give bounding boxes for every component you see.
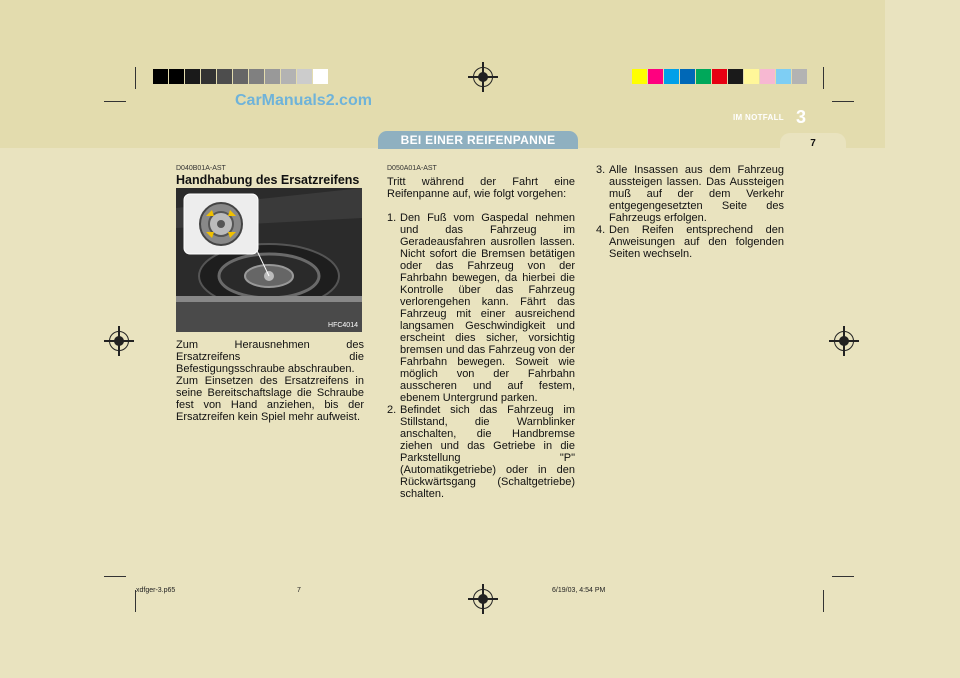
color-swatch — [153, 69, 168, 84]
color-swatch — [696, 69, 711, 84]
color-calibration-bar — [632, 69, 808, 84]
color-swatch — [249, 69, 264, 84]
footer-page: 7 — [297, 587, 301, 594]
footer-timestamp: 6/19/03, 4:54 PM — [552, 587, 606, 594]
color-swatch — [632, 69, 647, 84]
steps-list — [596, 164, 784, 260]
item-text: Befindet sich das Fahrzeug im Stillstand, die Warnblinker anschalten, die Handbremse ziehen und das Getriebe in die Parkstellung "P" (Automatikgetriebe) oder in den Rückwärtsgang (Schaltgetriebe) schalten. — [400, 404, 575, 500]
section-heading: Handhabung des Ersatzreifens — [176, 173, 360, 187]
crop-mark — [104, 101, 126, 102]
color-swatch — [792, 69, 807, 84]
section-code: D040B01A-AST — [176, 165, 226, 172]
color-swatch — [185, 69, 200, 84]
list-item — [387, 404, 575, 500]
middle-text — [387, 176, 575, 500]
item-text: Den Fuß vom Gaspedal nehmen und das Fahrzeug im Geradeausfahren ausrollen lassen. Nicht sofort die Bremsen betätigen oder das Fahrzeug von der Fahrbahn bewegen, da hierbei die Kontrolle über das Fahrzeug verlorengehen kann. Fährt das Fahrzeug mit einer ausreichend langsamen Geschwindigkeit und erscheint dies sicher, vorsichtig bremsen und das Fahrzeug von der Fahrbahn bewegen. Soweit wie möglich von der Fahrbahn ausscheren und auf festem, ebenem Untergrund parken. — [400, 212, 575, 404]
watermark[interactable]: CarManuals2.com — [235, 92, 372, 109]
item-number: 2. — [387, 404, 397, 416]
color-swatch — [664, 69, 679, 84]
page-number: 7 — [780, 133, 846, 153]
color-swatch — [297, 69, 312, 84]
chapter-label: IM NOTFALL — [733, 113, 784, 122]
color-swatch — [728, 69, 743, 84]
color-swatch — [233, 69, 248, 84]
list-item — [596, 164, 784, 224]
intro-paragraph: Tritt während der Fahrt eine Reifenpanne auf, wie folgt vorgehen: — [387, 176, 575, 200]
color-swatch — [281, 69, 296, 84]
color-swatch — [201, 69, 216, 84]
registration-mark-icon — [109, 331, 129, 351]
section-code: D050A01A-AST — [387, 165, 437, 172]
registration-mark-icon — [473, 589, 493, 609]
color-swatch — [744, 69, 759, 84]
registration-mark-icon — [834, 331, 854, 351]
color-swatch — [776, 69, 791, 84]
crop-mark — [832, 576, 854, 577]
crop-mark — [104, 576, 126, 577]
color-swatch — [169, 69, 184, 84]
item-number: 4. — [596, 224, 606, 236]
color-swatch — [648, 69, 663, 84]
paragraph: Zum Einsetzen des Ersatzreifens in seine Bereitschaftslage die Schraube fest von Hand anziehen, bis der Ersatzreifen kein Spiel mehr aufweist. — [176, 375, 364, 423]
spare-tire-photo — [176, 188, 362, 332]
item-text: Den Reifen entsprechend den Anweisungen auf den folgenden Seiten wechseln. — [609, 224, 784, 260]
color-swatch — [712, 69, 727, 84]
right-text — [596, 164, 784, 260]
item-number: 1. — [387, 212, 397, 224]
left-text — [176, 339, 364, 423]
section-tab: BEI EINER REIFENPANNE — [378, 131, 578, 149]
list-item — [387, 212, 575, 404]
footer-file: xdfger-3.p65 — [136, 587, 176, 594]
crop-mark — [135, 67, 136, 89]
item-number: 3. — [596, 164, 606, 176]
crop-mark — [823, 67, 824, 89]
paragraph: Zum Herausnehmen des Ersatzreifens die Befestigungsschraube abschrauben. — [176, 339, 364, 375]
crop-mark — [832, 101, 854, 102]
crop-mark — [823, 590, 824, 612]
gray-calibration-bar — [153, 69, 329, 84]
list-item — [596, 224, 784, 260]
registration-mark-icon — [473, 67, 493, 87]
spare-tire-illustration — [176, 188, 362, 332]
figure-label: HFC4014 — [328, 322, 358, 329]
color-swatch — [313, 69, 328, 84]
color-swatch — [265, 69, 280, 84]
chapter-number: 3 — [796, 107, 807, 127]
color-swatch — [760, 69, 775, 84]
item-text: Alle Insassen aus dem Fahrzeug aussteigen lassen. Das Aussteigen muß auf der dem Verkehr entgegengesetzten Seite des Fahrzeugs erfolgen. — [609, 164, 784, 224]
steps-list — [387, 212, 575, 500]
color-swatch — [680, 69, 695, 84]
color-swatch — [217, 69, 232, 84]
